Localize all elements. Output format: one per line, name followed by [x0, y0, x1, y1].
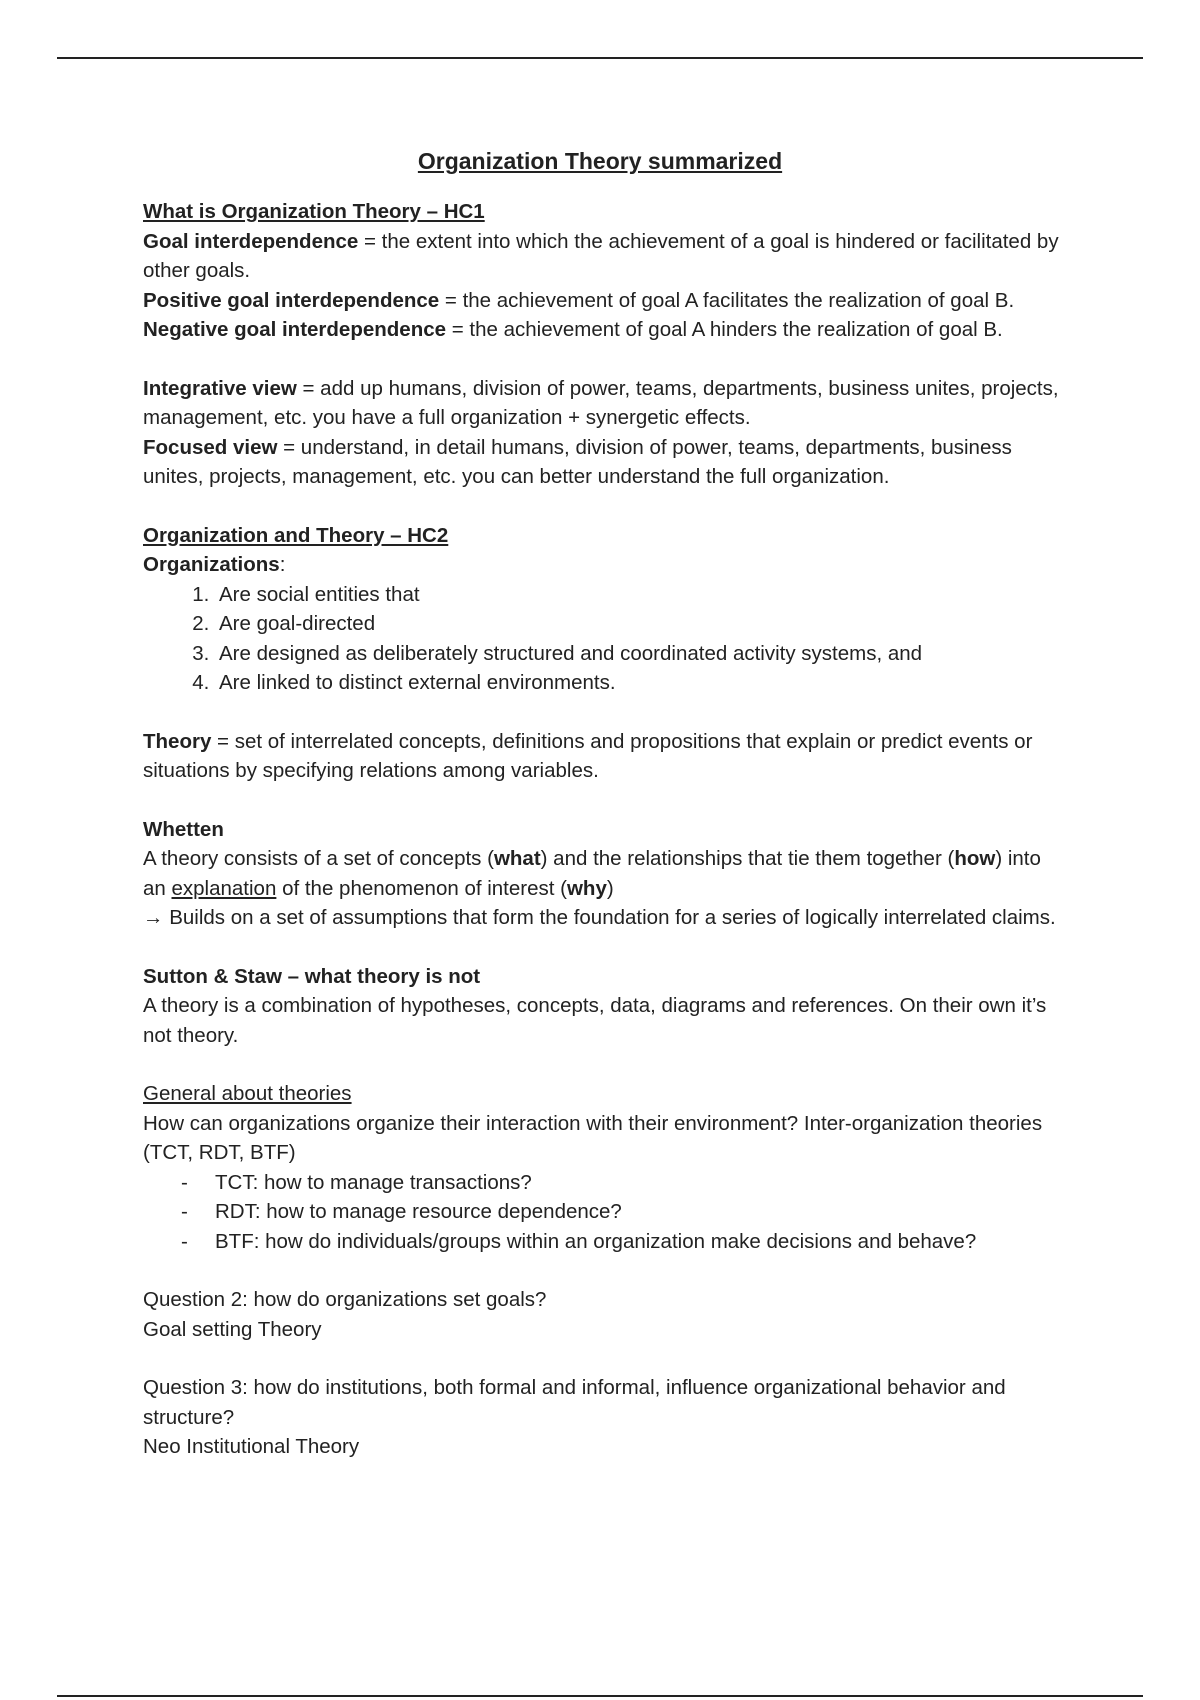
emphasis: why	[566, 876, 607, 900]
question-2: Question 2: how do organizations set goals?	[143, 1288, 547, 1311]
bottom-rule	[57, 1695, 1143, 1697]
item-text: BTF: how do individuals/groups within an organization make decisions and behave?	[215, 1229, 977, 1253]
list-item: 2. Are goal-directed	[215, 609, 1063, 639]
term: Focused view	[143, 435, 278, 459]
section-heading-hc2: Organization and Theory – HC2	[143, 523, 449, 547]
whetten-heading	[143, 815, 1063, 845]
theories-list	[143, 1168, 1063, 1257]
definition: = the achievement of goal A hinders the realization of goal B.	[446, 318, 1003, 341]
list-item: 1. Are social entities that	[215, 580, 1063, 610]
whetten-paragraph	[143, 844, 1063, 903]
focused-view-def	[143, 433, 1063, 492]
definition: = add up humans, division of power, teams, departments, business unites, projects, management, etc. you have a full organization + synergetic effects.	[143, 376, 1059, 429]
term: Organizations	[143, 553, 280, 576]
emphasis: how	[954, 847, 996, 870]
top-rule	[57, 57, 1143, 59]
theory-def	[143, 727, 1063, 786]
negative-goal-def	[143, 315, 1063, 345]
dash-bullet: -	[181, 1170, 188, 1194]
definition: = the extent into which the achievement of a goal is hindered or facilitated by other goals.	[143, 229, 1059, 282]
text: ) and the relationships that tie them together (	[540, 847, 955, 870]
emphasis: what	[493, 847, 541, 870]
text: ) into an	[143, 847, 1041, 900]
question-3-answer: Neo Institutional Theory	[143, 1435, 360, 1458]
list-item: 4. Are linked to distinct external environments.	[215, 668, 1063, 698]
positive-goal-def	[143, 286, 1063, 316]
list-item	[143, 1227, 1063, 1257]
colon: :	[279, 553, 286, 576]
list-item	[143, 1197, 1063, 1227]
heading-text: Whetten	[143, 817, 224, 841]
general-question: How can organizations organize their interaction with their environment? Inter-organization theories (TCT, RDT, BTF)	[143, 1111, 1043, 1164]
item-text: RDT: how to manage resource dependence?	[215, 1200, 622, 1223]
term: Goal interdependence	[143, 229, 359, 253]
text: )	[606, 876, 614, 900]
document-title: Organization Theory summarized	[417, 148, 783, 174]
whetten-builds: → Builds on a set of assumptions that form the foundation for a series of logically interrelated claims.	[143, 906, 1056, 929]
item-text: TCT: how to manage transactions?	[215, 1170, 532, 1194]
document-page	[143, 145, 1063, 1462]
heading-text: Sutton & Staw – what theory is not	[143, 964, 481, 988]
integrative-view-def	[143, 374, 1063, 433]
dash-bullet: -	[181, 1200, 188, 1223]
term: Integrative view	[143, 376, 297, 400]
underlined-word: explanation	[171, 876, 277, 900]
list-item: 3. Are designed as deliberately structured and coordinated activity systems, and	[215, 639, 1063, 669]
definition: = understand, in detail humans, division of power, teams, departments, business unites, projects, management, etc. you can better understand the full organization.	[143, 435, 1012, 488]
term: Positive goal interdependence	[143, 288, 440, 312]
definition: = the achievement of goal A facilitates the realization of goal B.	[439, 288, 1015, 312]
organizations-list	[143, 580, 1063, 698]
text: A theory consists of a set of concepts (	[143, 847, 494, 870]
general-heading: General about theories	[143, 1082, 352, 1105]
term: Theory	[143, 729, 212, 753]
definition: = set of interrelated concepts, definitions and propositions that explain or predict events or situations by specifying relations among variables.	[143, 729, 1033, 782]
text: of the phenomenon of interest (	[276, 876, 567, 900]
question-2-answer: Goal setting Theory	[143, 1317, 322, 1341]
section-heading-hc1: What is Organization Theory – HC1	[143, 200, 485, 223]
term: Negative goal interdependence	[143, 318, 447, 341]
list-item	[143, 1168, 1063, 1198]
question-3: Question 3: how do institutions, both formal and informal, influence organizational behavior and structure?	[143, 1376, 1006, 1429]
organizations-label	[143, 550, 1063, 580]
sutton-paragraph: A theory is a combination of hypotheses, concepts, data, diagrams and references. On their own it’s not theory.	[143, 994, 1047, 1047]
sutton-heading	[143, 962, 1063, 992]
goal-interdependence-def	[143, 227, 1063, 286]
dash-bullet: -	[181, 1229, 188, 1253]
